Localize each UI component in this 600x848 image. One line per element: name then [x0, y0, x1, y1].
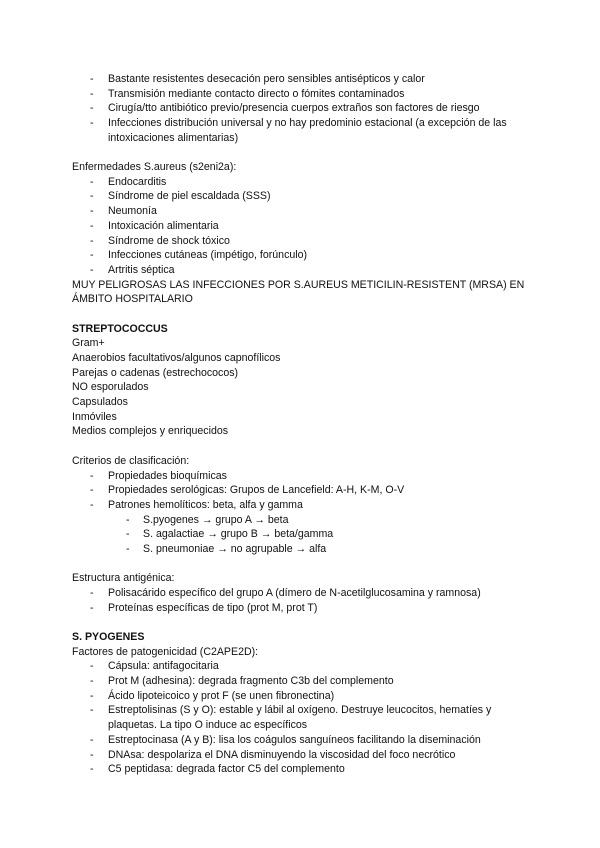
antigen-heading: Estructura antigénica:	[72, 572, 175, 585]
list-item: - DNAsa: despolariza el DNA disminuyendo la viscosidad del foco necrótico	[72, 748, 532, 763]
property: Anaerobios facultativos/algunos capnofílicos	[72, 352, 281, 365]
list-item: - Infecciones distribución universal y no hay predominio estacional (a excepción de las intoxicaciones alimentarias)	[72, 116, 532, 145]
saureus-diseases-list	[72, 175, 532, 278]
list-item: - Prot M (adhesina): degrada fragmento C3b del complemento	[72, 674, 532, 689]
property: NO esporulados	[72, 381, 149, 394]
property: Gram+	[72, 337, 105, 350]
property: Capsulados	[72, 396, 128, 409]
list-item: - Neumonía	[72, 204, 532, 219]
list-item: - Bastante resistentes desecación pero sensibles antisépticos y calor	[72, 72, 532, 87]
list-item: - Síndrome de shock tóxico	[72, 234, 532, 249]
mrsa-warning: MUY PELIGROSAS LAS INFECCIONES POR S.AUREUS METICILIN-RESISTENT (MRSA) EN ÁMBITO HOSPITALARIO	[72, 278, 525, 306]
list-item: - Polisacárido específico del grupo A (dímero de N-acetilglucosamina y ramnosa)	[72, 586, 532, 601]
list-item: - Síndrome de piel escaldada (SSS)	[72, 189, 532, 204]
list-item: - Estreptocinasa (A y B): lisa los coágulos sanguíneos facilitando la diseminación	[72, 733, 532, 748]
list-item: - Intoxicación alimentaria	[72, 219, 532, 234]
property: Parejas o cadenas (estrechococos)	[72, 366, 239, 379]
list-item: - C5 peptidasa: degrada factor C5 del complemento	[72, 762, 532, 777]
list-item: - Endocarditis	[72, 175, 532, 190]
list-item: - Cápsula: antifagocitaria	[72, 659, 532, 674]
criteria-heading: Criterios de clasificación:	[72, 454, 190, 467]
property: Medios complejos y enriquecidos	[72, 425, 229, 438]
list-item: - Cirugía/tto antibiótico previo/presencia cuerpos extraños son factores de riesgo	[72, 101, 532, 116]
list-item: - Ácido lipoteicoico y prot F (se unen fibronectina)	[72, 689, 532, 704]
list-item: - Infecciones cutáneas (impétigo, forúnculo)	[72, 248, 532, 263]
list-item: - Proteínas específicas de tipo (prot M, prot T)	[72, 601, 532, 616]
list-item: - Artritis séptica	[72, 263, 532, 278]
list-item: - Propiedades bioquímicas	[72, 469, 532, 484]
list-item: - Patrones hemolíticos: beta, alfa y gamma	[72, 498, 532, 513]
intro-list	[72, 72, 532, 145]
document-page	[72, 72, 532, 777]
pathogenicity-heading: Factores de patogenicidad (C2APE2D):	[72, 645, 259, 658]
sub-list-item: - S.pyogenes → grupo A → beta	[72, 513, 532, 528]
sub-list-item: - S. pneumoniae → no agrupable → alfa	[72, 542, 532, 557]
property: Inmóviles	[72, 410, 117, 423]
section-title-pyogenes: S. PYOGENES	[72, 631, 145, 644]
list-item: - Estreptolisinas (S y O): estable y lábil al oxígeno. Destruye leucocitos, hematíes y plaquetas. La tipo O induce ac específicos	[72, 703, 532, 732]
saureus-heading: Enfermedades S.aureus (s2eni2a):	[72, 161, 237, 174]
list-item: - Transmisión mediante contacto directo o fómites contaminados	[72, 87, 532, 102]
list-item: - Propiedades serológicas: Grupos de Lancefield: A-H, K-M, O-V	[72, 483, 532, 498]
sub-list-item: - S. agalactiae → grupo B → beta/gamma	[72, 527, 532, 542]
section-title-streptococcus: STREPTOCOCCUS	[72, 322, 168, 335]
